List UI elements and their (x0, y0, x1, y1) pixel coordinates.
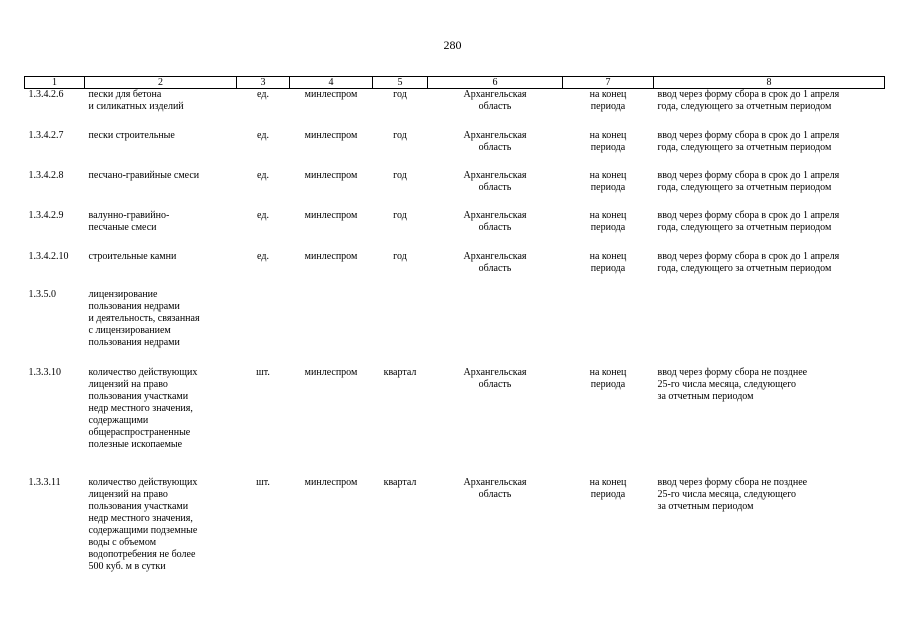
row-unit (237, 289, 290, 367)
row-code: 1.3.3.10 (28, 366, 61, 378)
row-unit: ед. (257, 169, 269, 181)
row-agency: минлеспром (304, 476, 358, 488)
row-note: ввод через форму сбора в срок до 1 апреля года, следующего за отчетным периодом (657, 169, 840, 193)
row-note: ввод через форму сбора в срок до 1 апреля года, следующего за отчетным периодом (657, 89, 840, 112)
row-note: ввод через форму сбора в срок до 1 апреля года, следующего за отчетным периодом (657, 129, 840, 153)
column-header: 3 (237, 77, 290, 89)
row-code: 1.3.3.11 (28, 476, 61, 488)
row-note (654, 289, 885, 367)
row-period: квартал (383, 476, 417, 488)
row-region: Архангельская область (463, 129, 527, 153)
table-row (25, 210, 885, 251)
row-agency (290, 289, 373, 367)
column-header: 7 (563, 77, 654, 89)
table-row (25, 170, 885, 210)
column-header: 1 (25, 77, 85, 89)
row-moment: на конец периода (589, 129, 627, 153)
row-period: год (393, 209, 407, 221)
row-agency: минлеспром (304, 89, 358, 100)
row-region: Архангельская область (463, 250, 527, 274)
row-note: ввод через форму сбора не позднее 25-го числа месяца, следующего за отчетным периодом (657, 476, 808, 512)
row-agency: минлеспром (304, 250, 358, 262)
row-name: лицензирование пользования недрами и деятельность, связанная с лицензированием пользования недрами (88, 288, 200, 348)
row-period: год (393, 129, 407, 141)
table-row (25, 367, 885, 477)
row-name: пески для бетона и силикатных изделий (88, 89, 184, 112)
data-table (24, 76, 885, 577)
column-header: 2 (85, 77, 237, 89)
row-note: ввод через форму сбора в срок до 1 апреля года, следующего за отчетным периодом (657, 209, 840, 233)
table-row (25, 289, 885, 367)
row-note: ввод через форму сбора в срок до 1 апреля года, следующего за отчетным периодом (657, 250, 840, 274)
table-row (25, 89, 885, 130)
table-row (25, 130, 885, 170)
row-region: Архангельская область (463, 366, 527, 390)
row-code: 1.3.5.0 (28, 288, 56, 300)
table-row (25, 251, 885, 289)
row-moment (563, 289, 654, 367)
row-name: пески строительные (88, 129, 175, 141)
column-header: 6 (428, 77, 563, 89)
row-unit: ед. (257, 129, 269, 141)
row-unit: ед. (257, 250, 269, 262)
row-period: год (393, 169, 407, 181)
row-unit: шт. (256, 476, 270, 488)
header-row (25, 77, 885, 89)
row-period (373, 289, 428, 367)
row-name: строительные камни (88, 250, 177, 262)
row-region: Архангельская область (463, 476, 527, 500)
row-name: песчано-гравийные смеси (88, 169, 200, 181)
row-code: 1.3.4.2.8 (28, 169, 64, 181)
row-period: год (393, 89, 407, 100)
table-row (25, 477, 885, 577)
row-code: 1.3.4.2.9 (28, 209, 64, 221)
column-header: 8 (654, 77, 885, 89)
row-code: 1.3.4.2.10 (28, 250, 69, 262)
column-header: 4 (290, 77, 373, 89)
row-moment: на конец периода (589, 209, 627, 233)
row-agency: минлеспром (304, 366, 358, 378)
row-moment: на конец периода (589, 250, 627, 274)
row-unit: шт. (256, 366, 270, 378)
row-region: Архангельская область (463, 89, 527, 112)
row-code: 1.3.4.2.7 (28, 129, 64, 141)
row-name: количество действующих лицензий на право пользования участками недр местного значения, содержащими подземные воды с объемом водопотребения не более 500 куб. м в сутки (88, 476, 198, 572)
row-region: Архангельская область (463, 169, 527, 193)
row-agency: минлеспром (304, 129, 358, 141)
row-moment: на конец периода (589, 89, 627, 112)
row-moment: на конец периода (589, 169, 627, 193)
page-number: 280 (443, 38, 462, 52)
row-note: ввод через форму сбора не позднее 25-го числа месяца, следующего за отчетным периодом (657, 366, 808, 402)
row-moment: на конец периода (589, 366, 627, 390)
row-unit: ед. (257, 209, 269, 221)
row-unit: ед. (257, 89, 269, 100)
row-name: количество действующих лицензий на право пользования участками недр местного значения, содержащими общераспространенные полезные ископаемые (88, 366, 198, 450)
row-agency: минлеспром (304, 209, 358, 221)
row-moment: на конец периода (589, 476, 627, 500)
row-period: год (393, 250, 407, 262)
column-header: 5 (373, 77, 428, 89)
row-period: квартал (383, 366, 417, 378)
row-region (428, 289, 563, 367)
row-agency: минлеспром (304, 169, 358, 181)
row-code: 1.3.4.2.6 (28, 89, 64, 100)
row-region: Архангельская область (463, 209, 527, 233)
row-name: валунно-гравийно- песчаные смеси (88, 209, 170, 233)
